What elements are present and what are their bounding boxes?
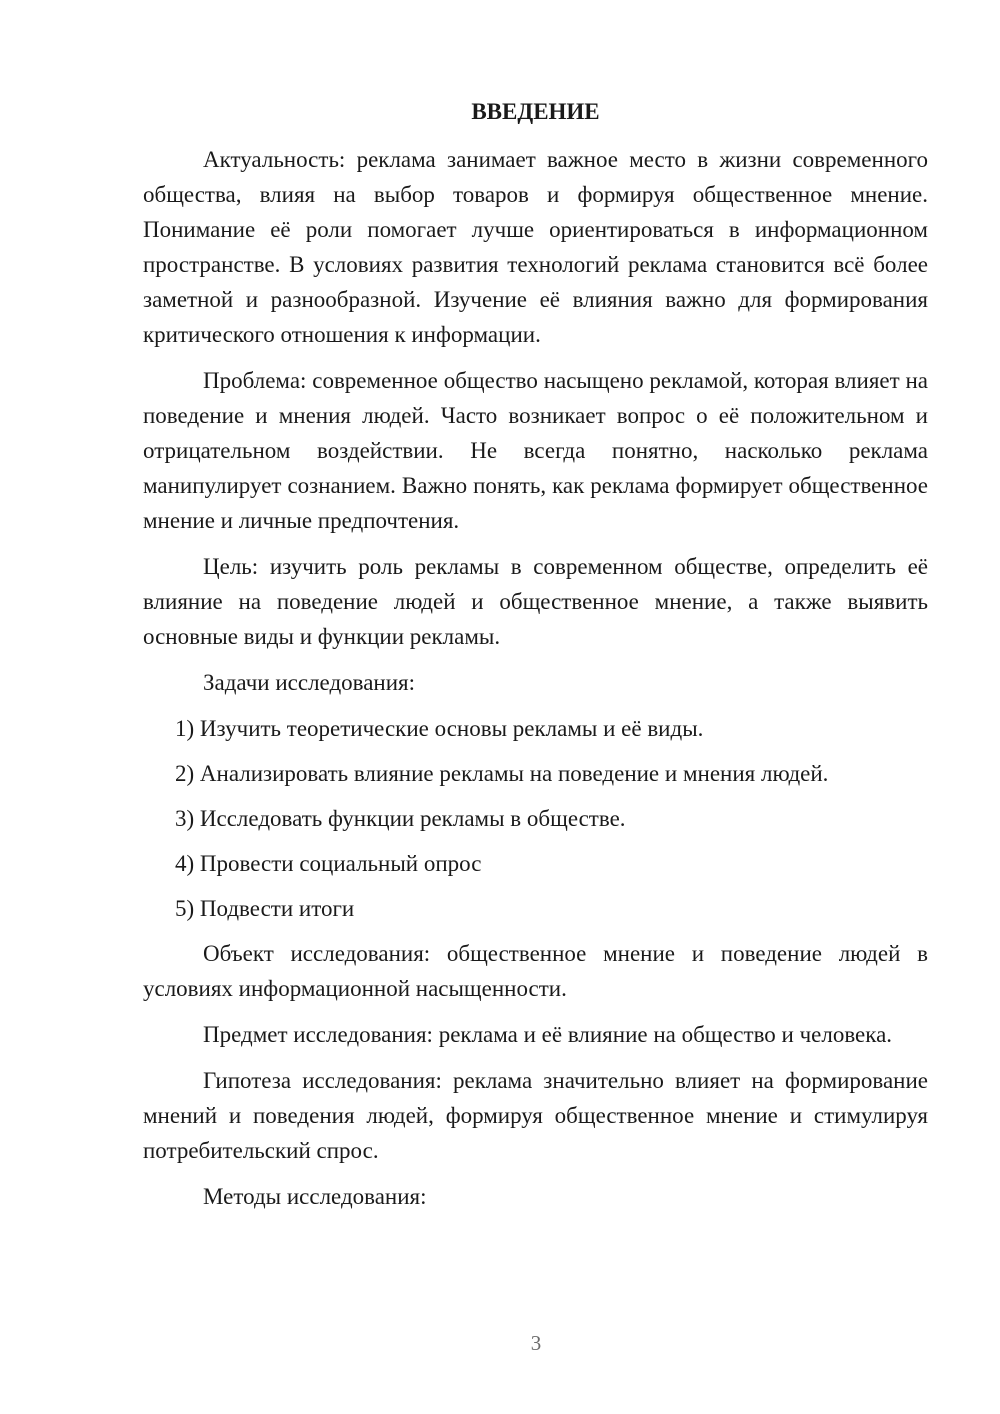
paragraph-subject: Предмет исследования: реклама и её влияние на общество и человека. (203, 1022, 893, 1047)
list-item: 3) Исследовать функции рекламы в обществе. (175, 806, 626, 831)
page-content (143, 94, 928, 1225)
tasks-heading: Задачи исследования: (203, 670, 416, 695)
paragraph-goal: Цель: изучить роль рекламы в современном обществе, определить её влияние на поведение людей и общественное мнение, а также выявить основные виды и функции рекламы. (143, 554, 928, 649)
paragraph-object: Объект исследования: общественное мнение и поведение людей в условиях информационной насыщенности. (143, 941, 928, 1001)
list-item: 1) Изучить теоретические основы рекламы и её виды. (175, 716, 704, 741)
list-item: 4) Провести социальный опрос (175, 851, 482, 876)
paragraph-problem: Проблема: современное общество насыщено рекламой, которая влияет на поведение и мнения людей. Часто возникает вопрос о её положительном и отрицательном воздействии. Не всегда понятно, насколько реклама манипулирует сознанием. Важно понять, как реклама формирует общественное мнение и личные предпочтения. (143, 368, 928, 533)
page-number: 3 (530, 1331, 542, 1355)
paragraph-hypothesis: Гипотеза исследования: реклама значительно влияет на формирование мнений и поведения людей, формируя общественное мнение и стимулируя потребительский спрос. (143, 1068, 928, 1163)
list-item: 5) Подвести итоги (175, 896, 355, 921)
page-title: ВВЕДЕНИЕ (471, 99, 600, 124)
methods-heading: Методы исследования: (203, 1184, 427, 1209)
tasks-list (143, 711, 928, 926)
list-item: 2) Анализировать влияние рекламы на поведение и мнения людей. (175, 761, 829, 786)
paragraph-relevance: Актуальность: реклама занимает важное место в жизни современного общества, влияя на выбор товаров и формируя общественное мнение. Понимание её роли помогает лучше ориентироваться в информационном пространстве. В условиях развития технологий реклама становится всё более заметной и разнообразной. Изучение её влияния важно для формирования критического отношения к информации. (143, 147, 928, 347)
